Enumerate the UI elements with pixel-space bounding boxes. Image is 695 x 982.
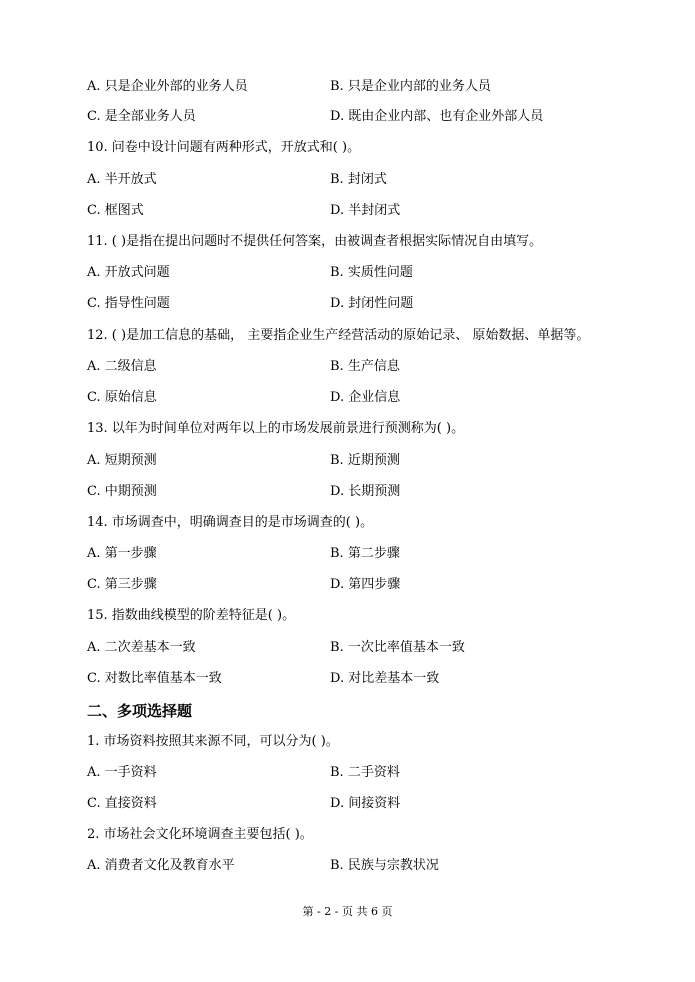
- mc-question-2: 2. 市场社会文化环境调查主要包括( )。: [87, 827, 313, 842]
- option-q12-d: D. 企业信息: [330, 390, 401, 405]
- question-15: 15. 指数曲线模型的阶差特征是( )。: [87, 608, 296, 623]
- option-q11-b: B. 实质性问题: [330, 265, 413, 280]
- option-q15-c: C. 对数比率值基本一致: [87, 671, 222, 686]
- question-11: 11. ( )是指在提出问题时不提供任何答案，由被调查者根据实际情况自由填写。: [87, 234, 543, 249]
- section-heading-multiple-choice: 二、多项选择题: [87, 702, 193, 720]
- option-mc1-b: B. 二手资料: [330, 765, 400, 780]
- mc-question-1: 1. 市场资料按照其来源不同，可以分为( )。: [87, 734, 339, 749]
- option-q11-d: D. 封闭性问题: [330, 296, 414, 311]
- option-mc2-b: B. 民族与宗教状况: [330, 858, 439, 873]
- option-q13-a: A. 短期预测: [87, 453, 157, 468]
- option-q10-c: C. 框图式: [87, 203, 144, 218]
- page-footer: 第 - 2 - 页 共 6 页: [302, 905, 393, 918]
- option-q14-b: B. 第二步骤: [330, 546, 400, 561]
- question-13: 13. 以年为时间单位对两年以上的市场发展前景进行预测称为( )。: [87, 421, 465, 436]
- option-q14-a: A. 第一步骤: [87, 546, 157, 561]
- question-14: 14. 市场调查中，明确调查目的是市场调查的( )。: [87, 515, 374, 530]
- option-q12-c: C. 原始信息: [87, 390, 157, 405]
- option-q10-a: A. 半开放式: [87, 172, 157, 187]
- option-q9-c: C. 是全部业务人员: [87, 109, 196, 124]
- option-q14-d: D. 第四步骤: [330, 577, 401, 592]
- option-q10-d: D. 半封闭式: [330, 203, 401, 218]
- option-q9-d: D. 既由企业内部、也有企业外部人员: [330, 109, 544, 124]
- option-q13-b: B. 近期预测: [330, 453, 400, 468]
- option-mc1-c: C. 直接资料: [87, 796, 157, 811]
- option-mc1-a: A. 一手资料: [87, 765, 157, 780]
- option-q10-b: B. 封闭式: [330, 172, 387, 187]
- option-q9-b: B. 只是企业内部的业务人员: [330, 79, 491, 94]
- option-q13-d: D. 长期预测: [330, 484, 401, 499]
- question-12: 12. ( )是加工信息的基础， 主要指企业生产经营活动的原始记录、 原始数据、单据等。: [87, 328, 590, 343]
- option-q15-a: A. 二次差基本一致: [87, 640, 196, 655]
- option-q12-b: B. 生产信息: [330, 359, 400, 374]
- option-q11-c: C. 指导性问题: [87, 296, 170, 311]
- option-q14-c: C. 第三步骤: [87, 577, 157, 592]
- option-q13-c: C. 中期预测: [87, 484, 157, 499]
- option-q15-b: B. 一次比率值基本一致: [330, 640, 465, 655]
- option-mc2-a: A. 消费者文化及教育水平: [87, 858, 235, 873]
- option-mc1-d: D. 间接资料: [330, 796, 401, 811]
- option-q9-a: A. 只是企业外部的业务人员: [87, 79, 248, 94]
- option-q15-d: D. 对比差基本一致: [330, 671, 440, 686]
- option-q11-a: A. 开放式问题: [87, 265, 170, 280]
- option-q12-a: A. 二级信息: [87, 359, 157, 374]
- question-10: 10. 问卷中设计问题有两种形式，开放式和( )。: [87, 140, 361, 155]
